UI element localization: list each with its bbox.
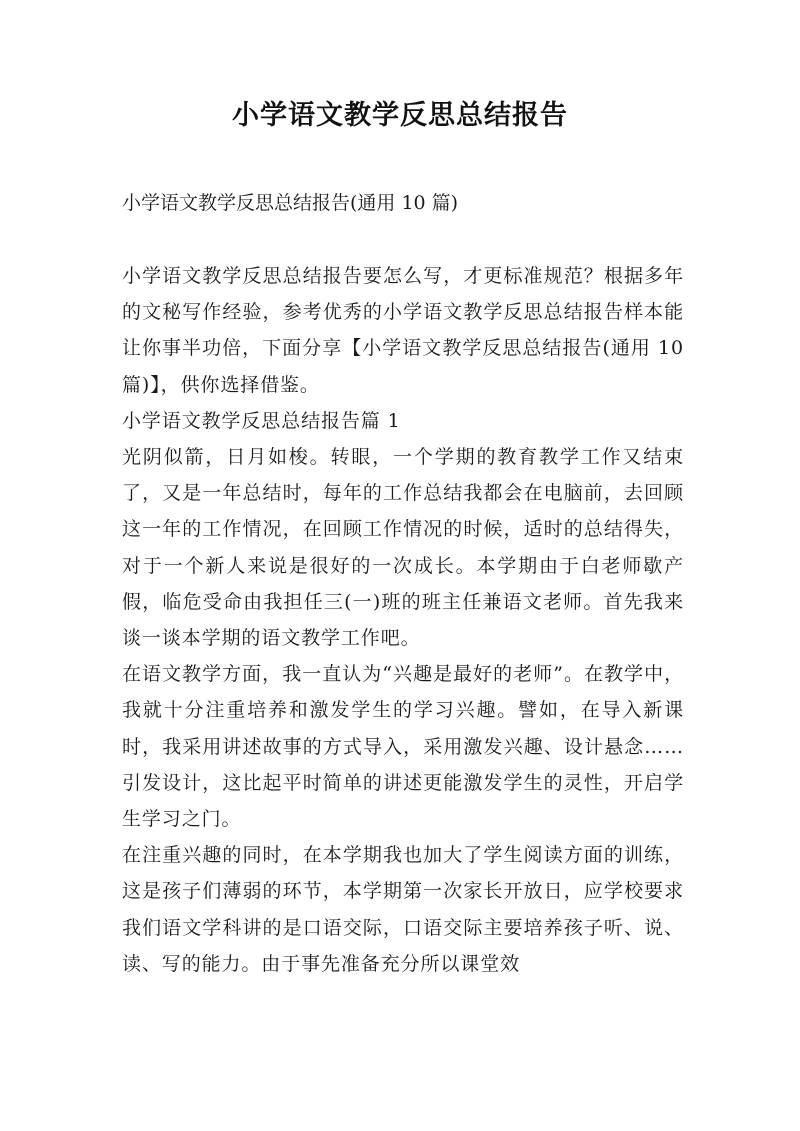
page-title: 小学语文教学反思总结报告 [232, 100, 568, 131]
document-body [122, 258, 684, 982]
body-paragraph: 在语文教学方面，我一直认为“兴趣是最好的老师”。在教学中，我就十分注重培养和激发学生的学习兴趣。譬如，在导入新课时，我采用讲述故事的方式导入，采用激发兴趣、设计悬念……引发设计，这比起平时简单的讲述更能激发学生的灵性，开启学生学习之门。 [122, 663, 684, 831]
section-heading: 小学语文教学反思总结报告篇 1 [122, 409, 401, 432]
document-subtitle: 小学语文教学反思总结报告(通用 10 篇) [122, 192, 459, 214]
body-paragraph: 光阴似箭，日月如梭。转眼，一个学期的教育教学工作又结束了，又是一年总结时，每年的工作总结我都会在电脑前，去回顾这一年的工作情况，在回顾工作情况的时候，适时的总结得失，对于一个新人来说是很好的一次成长。本学期由于白老师歇产假，临危受命由我担任三(一)班的班主任兼语文老师。首先我来谈一谈本学期的语文教学工作吧。 [122, 446, 684, 650]
body-paragraph: 在注重兴趣的同时，在本学期我也加大了学生阅读方面的训练，这是孩子们薄弱的环节，本学期第一次家长开放日，应学校要求我们语文学科讲的是口语交际，口语交际主要培养孩子听、说、读、写的能力。由于事先准备充分所以课堂效 [122, 844, 684, 975]
intro-paragraph: 小学语文教学反思总结报告要怎么写，才更标准规范？根据多年的文秘写作经验，参考优秀的小学语文教学反思总结报告样本能让你事半功倍，下面分享【小学语文教学反思总结报告(通用 10 篇)】，供你选择借鉴。 [122, 265, 684, 396]
